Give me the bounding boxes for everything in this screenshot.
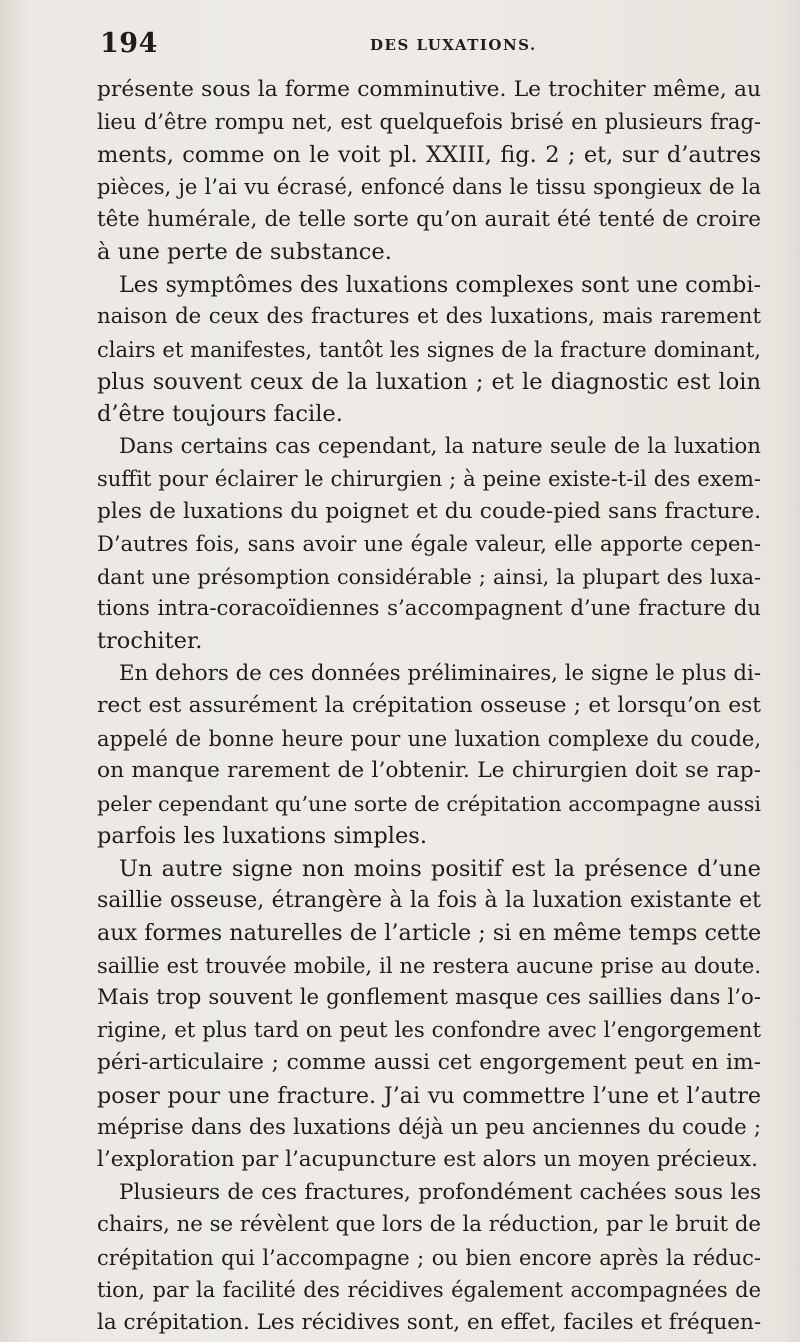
- text-line: D’autres fois, sans avoir une égale valeur, elle apporte cepen-: [97, 532, 761, 557]
- text-line: tions intra-coracoïdiennes s’accompagnent d’une fracture du: [97, 596, 761, 621]
- paragraph: [97, 269, 761, 431]
- running-head: DES LUXATIONS.: [370, 36, 537, 54]
- text-line: tête humérale, de telle sorte qu’on aurait été tenté de croire: [97, 206, 761, 232]
- text-line: Les symptômes des luxations complexes sont une combi-: [119, 271, 761, 298]
- text-line: méprise dans des luxations déjà un peu anciennes du coude ;: [97, 1115, 761, 1140]
- text-line: pièces, je l’ai vu écrasé, enfoncé dans le tissu spongieux de la: [97, 175, 761, 200]
- paragraph: [97, 658, 761, 853]
- body-text: [97, 74, 761, 1339]
- text-line: Mais trop souvent le gonflement masque ces saillies dans l’o-: [97, 985, 761, 1011]
- text-line: la crépitation. Les récidives sont, en effet, faciles et fréquen-: [97, 1309, 761, 1335]
- page-header: [100, 28, 760, 64]
- text-line: Dans certains cas cependant, la nature seule de la luxation: [119, 433, 761, 459]
- paragraph: [97, 1177, 761, 1339]
- text-line: à une perte de substance.: [97, 239, 392, 266]
- paragraph: [97, 74, 761, 269]
- text-line: parfois les luxations simples.: [97, 823, 428, 850]
- text-line: lieu d’être rompu net, est quelquefois brisé en plusieurs frag-: [97, 110, 761, 135]
- text-line: tion, par la facilité des récidives également accompagnées de: [97, 1278, 761, 1303]
- text-line: péri-articulaire ; comme aussi cet engorgement peut en im-: [97, 1050, 761, 1076]
- text-line: présente sous la forme comminutive. Le trochiter même, au: [97, 77, 761, 102]
- text-line: saillie est trouvée mobile, il ne restera aucune prise au doute.: [97, 953, 761, 978]
- text-line: peler cependant qu’une sorte de crépitation accompagne aussi: [97, 791, 761, 816]
- text-line: suffit pour éclairer le chirurgien ; à peine existe-t-il des exem-: [97, 467, 761, 492]
- text-line: rect est assurément la crépitation osseuse ; et lorsqu’on est: [97, 693, 761, 719]
- text-line: Plusieurs de ces fractures, profondément cachées sous les: [119, 1179, 761, 1205]
- text-line: clairs et manifestes, tantôt les signes de la fracture dominant,: [97, 337, 761, 362]
- text-line: d’être toujours facile.: [97, 401, 343, 428]
- text-line: poser pour une fracture. J’ai vu commettre l’une et l’autre: [97, 1082, 761, 1109]
- text-line: Un autre signe non moins positif est la présence d’une: [119, 855, 761, 882]
- text-line: ples de luxations du poignet et du coude-pied sans fracture.: [97, 498, 761, 524]
- text-line: l’exploration par l’acupuncture est alors un moyen précieux.: [97, 1147, 758, 1173]
- text-line: trochiter.: [97, 628, 203, 655]
- text-line: naison de ceux des fractures et des luxations, mais rarement: [97, 304, 761, 330]
- paragraph: [97, 431, 761, 658]
- text-line: saillie osseuse, étrangère à la fois à la luxation existante et: [97, 887, 761, 913]
- paragraph: [97, 853, 761, 1177]
- text-line: appelé de bonne heure pour une luxation complexe du coude,: [97, 726, 761, 751]
- text-line: plus souvent ceux de la luxation ; et le diagnostic est loin: [97, 368, 761, 395]
- text-line: chairs, ne se révèlent que lors de la réduction, par le bruit de: [97, 1212, 761, 1238]
- text-line: crépitation qui l’accompagne ; ou bien encore après la réduc-: [97, 1245, 761, 1270]
- text-line: aux formes naturelles de l’article ; si en même temps cette: [97, 920, 761, 947]
- text-line: En dehors de ces données préliminaires, le signe le plus di-: [119, 660, 761, 686]
- text-line: rigine, et plus tard on peut les confondre avec l’engorgement: [97, 1017, 761, 1043]
- text-line: on manque rarement de l’obtenir. Le chirurgien doit se rap-: [97, 758, 761, 784]
- text-line: dant une présomption considérable ; ainsi, la plupart des luxa-: [97, 564, 761, 589]
- text-line: ments, comme on le voit pl. XXIII, fig. 2 ; et, sur d’autres: [97, 141, 761, 168]
- page-number: 194: [100, 28, 158, 59]
